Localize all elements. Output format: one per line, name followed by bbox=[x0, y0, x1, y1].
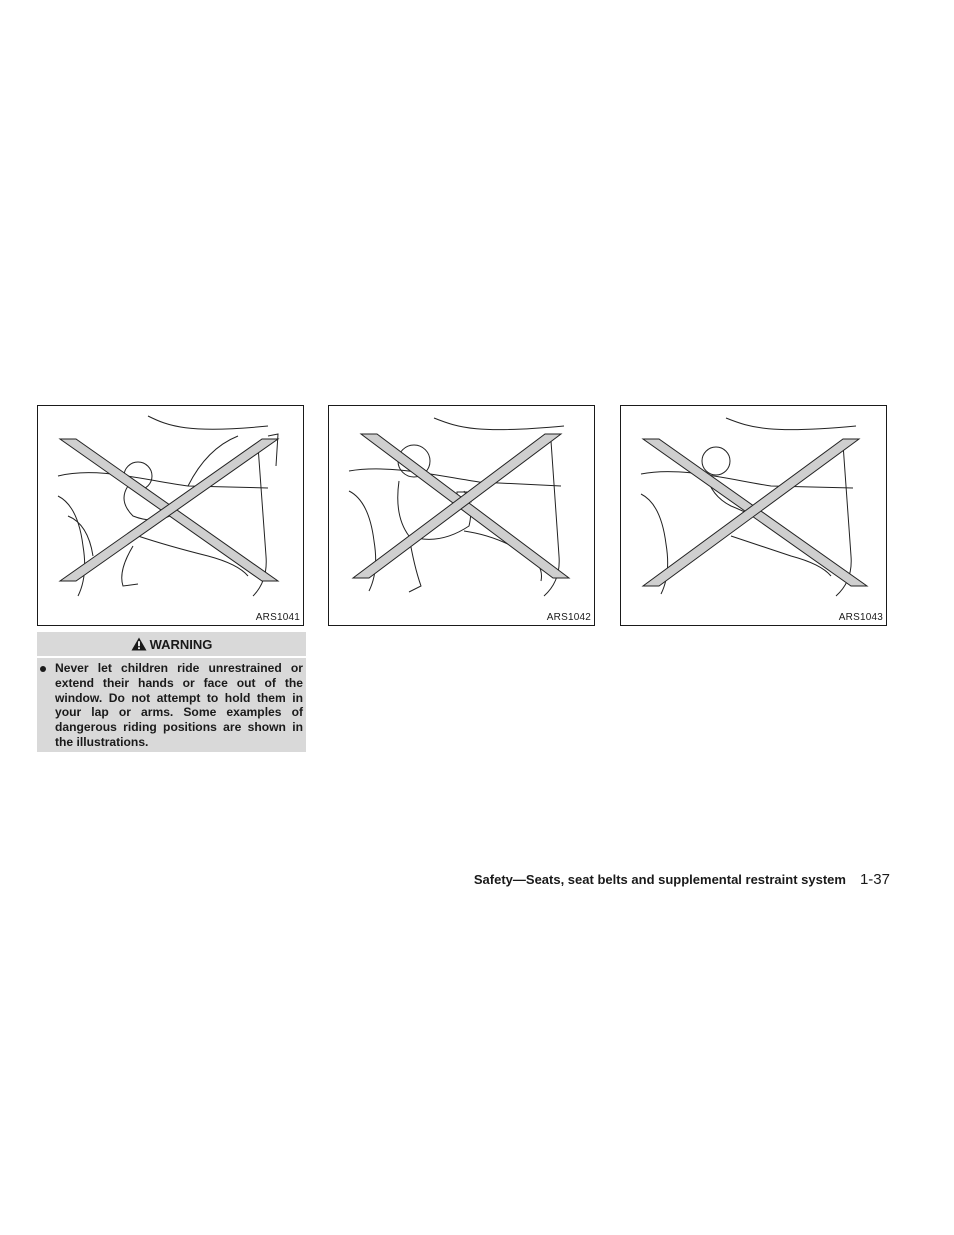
section-title: Safety—Seats, seat belts and supplemental restraint system bbox=[473, 872, 846, 887]
illustration-drawing bbox=[621, 406, 888, 627]
illustration-child-face-out-window bbox=[620, 405, 887, 626]
warning-text: Never let children ride unrestrained or extend their hands or face out of the window. Do not attempt to hold them in your lap or arms. Some examples of dangerous riding positions are shown in the illustrations. bbox=[55, 661, 303, 749]
warning-title: WARNING bbox=[149, 636, 213, 652]
illustration-child-standing-on-seat bbox=[328, 405, 595, 626]
page-number: 1-37 bbox=[859, 871, 890, 888]
illustration-drawing bbox=[329, 406, 596, 627]
page-footer bbox=[474, 871, 890, 888]
figure-code: ARS1043 bbox=[838, 612, 883, 623]
bullet-icon bbox=[40, 666, 46, 672]
figure-code: ARS1041 bbox=[255, 612, 300, 623]
illustration-child-leaning-window bbox=[37, 405, 304, 626]
warning-header bbox=[37, 632, 306, 658]
warning-triangle-icon bbox=[131, 637, 147, 651]
illustration-drawing bbox=[38, 406, 305, 627]
warning-box bbox=[37, 632, 306, 752]
figure-code: ARS1042 bbox=[546, 612, 591, 623]
warning-list-item bbox=[37, 658, 306, 750]
